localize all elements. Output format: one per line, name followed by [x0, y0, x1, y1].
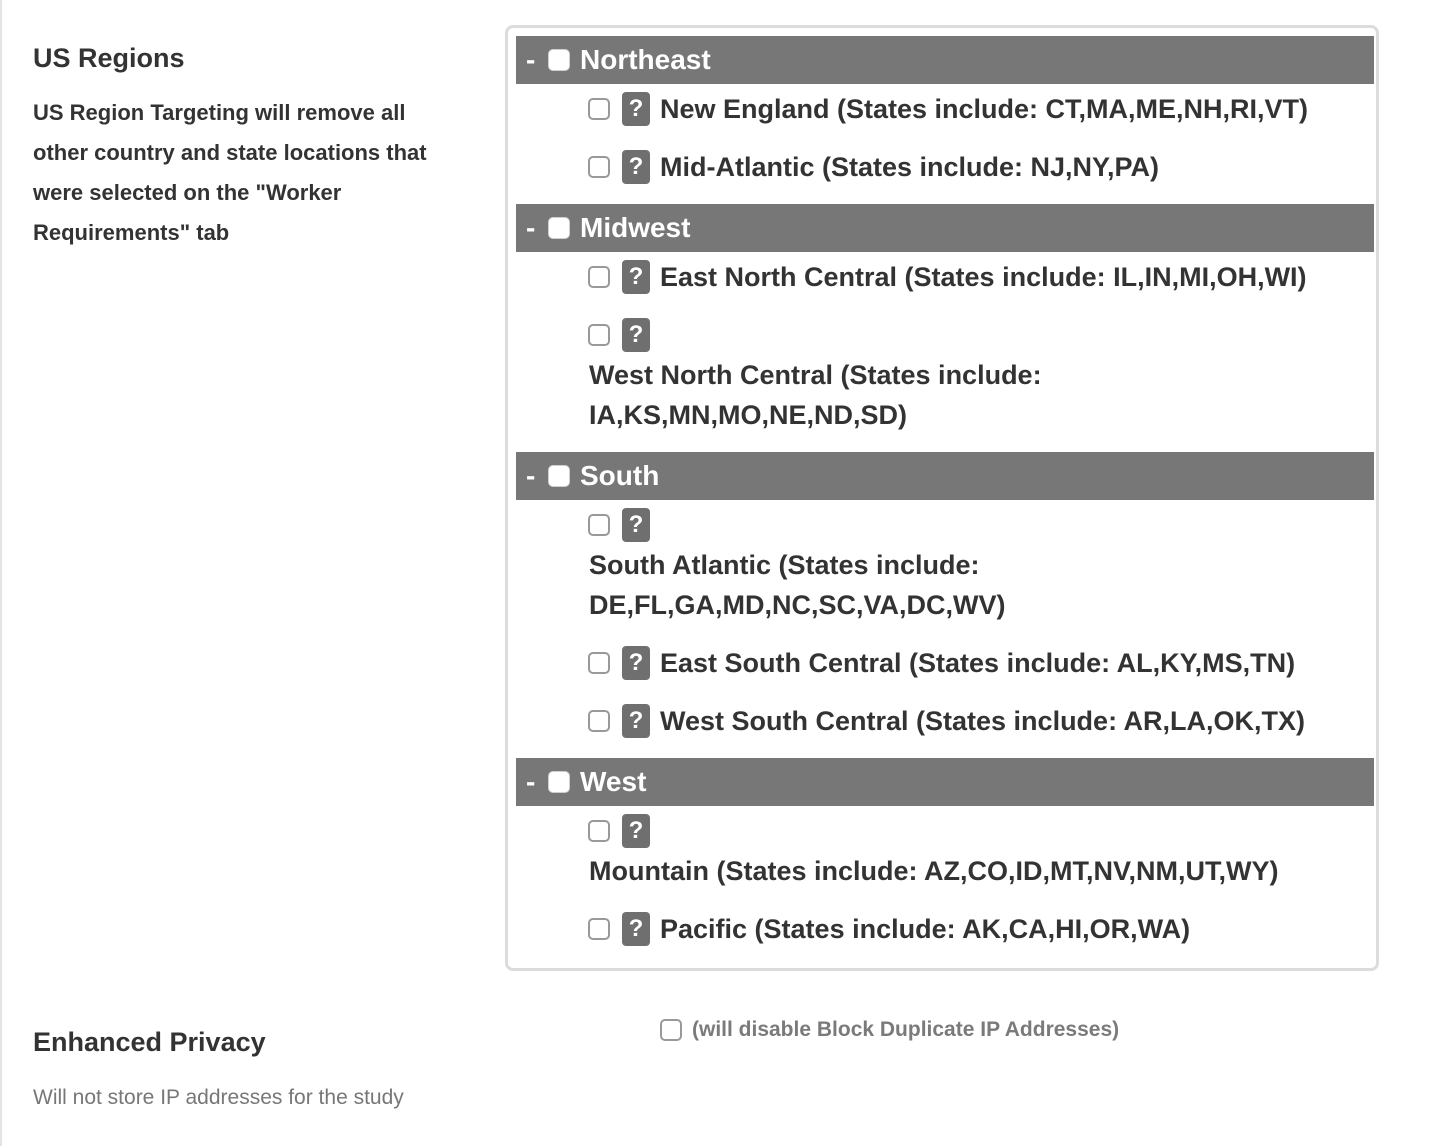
help-icon[interactable]: ? [622, 646, 650, 680]
subregion-label-east-south-central: East South Central (States include: AL,KY,MS,TN) [660, 648, 1296, 678]
region-group-label-west: West [580, 766, 647, 797]
us-regions-heading: US Regions [33, 43, 185, 73]
region-group-south [516, 452, 1374, 500]
help-icon[interactable]: ? [622, 508, 650, 542]
collapse-toggle-south[interactable]: - [526, 460, 536, 491]
checkbox-mountain[interactable] [588, 820, 610, 842]
collapse-toggle-northeast[interactable]: - [526, 44, 536, 75]
help-icon[interactable]: ? [622, 318, 650, 352]
collapse-toggle-west[interactable]: - [526, 766, 536, 797]
subregion-label-pacific: Pacific (States include: AK,CA,HI,OR,WA) [660, 914, 1191, 944]
checkbox-south-atlantic[interactable] [588, 514, 610, 536]
enhanced-privacy-heading: Enhanced Privacy [33, 1027, 266, 1057]
checkbox-east-south-central[interactable] [588, 652, 610, 674]
region-group-west [516, 758, 1374, 806]
help-icon[interactable]: ? [622, 92, 650, 126]
subregion-label-east-north-central: East North Central (States include: IL,IN,MI,OH,WI) [660, 262, 1307, 292]
help-icon[interactable]: ? [622, 704, 650, 738]
left-border [0, 0, 2, 1146]
checkbox-pacific[interactable] [588, 918, 610, 940]
help-icon[interactable]: ? [622, 260, 650, 294]
region-group-northeast [516, 36, 1374, 84]
enhanced-privacy-checkbox[interactable] [660, 1019, 682, 1041]
subregion-label-mid-atlantic: Mid-Atlantic (States include: NJ,NY,PA) [660, 152, 1160, 182]
us-regions-description: US Region Targeting will remove all other country and state locations that were selected on the "Worker Requirements" tab [33, 100, 427, 245]
enhanced-privacy-checkbox-label: (will disable Block Duplicate IP Addresses) [692, 1018, 1120, 1041]
checkbox-west-north-central[interactable] [588, 324, 610, 346]
subregion-label-new-england: New England (States include: CT,MA,ME,NH,RI,VT) [660, 94, 1309, 124]
subregion-label-south-atlantic: South Atlantic (States include: [589, 550, 980, 580]
subregion-label-west-north-central-states: IA,KS,MN,MO,NE,ND,SD) [589, 400, 908, 430]
checkbox-east-north-central[interactable] [588, 266, 610, 288]
checkbox-south[interactable] [548, 465, 570, 487]
subregion-label-mountain: Mountain (States include: AZ,CO,ID,MT,NV,NM,UT,WY) [589, 856, 1279, 886]
region-group-label-south: South [580, 460, 660, 491]
checkbox-west-south-central[interactable] [588, 710, 610, 732]
collapse-toggle-midwest[interactable]: - [526, 212, 536, 243]
help-icon[interactable]: ? [622, 150, 650, 184]
enhanced-privacy-description: Will not store IP addresses for the study [33, 1086, 404, 1109]
checkbox-northeast[interactable] [548, 49, 570, 71]
subregion-label-south-atlantic-states: DE,FL,GA,MD,NC,SC,VA,DC,WV) [589, 590, 1006, 620]
help-icon[interactable]: ? [622, 814, 650, 848]
region-group-label-midwest: Midwest [580, 212, 691, 243]
help-icon[interactable]: ? [622, 912, 650, 946]
subregion-label-west-south-central: West South Central (States include: AR,LA,OK,TX) [660, 706, 1306, 736]
checkbox-west[interactable] [548, 771, 570, 793]
checkbox-midwest[interactable] [548, 217, 570, 239]
region-group-label-northeast: Northeast [580, 44, 711, 75]
subregion-label-west-north-central: West North Central (States include: [589, 360, 1042, 390]
region-group-midwest [516, 204, 1374, 252]
checkbox-mid-atlantic[interactable] [588, 156, 610, 178]
checkbox-new-england[interactable] [588, 98, 610, 120]
us-regions-panel [505, 25, 1379, 971]
